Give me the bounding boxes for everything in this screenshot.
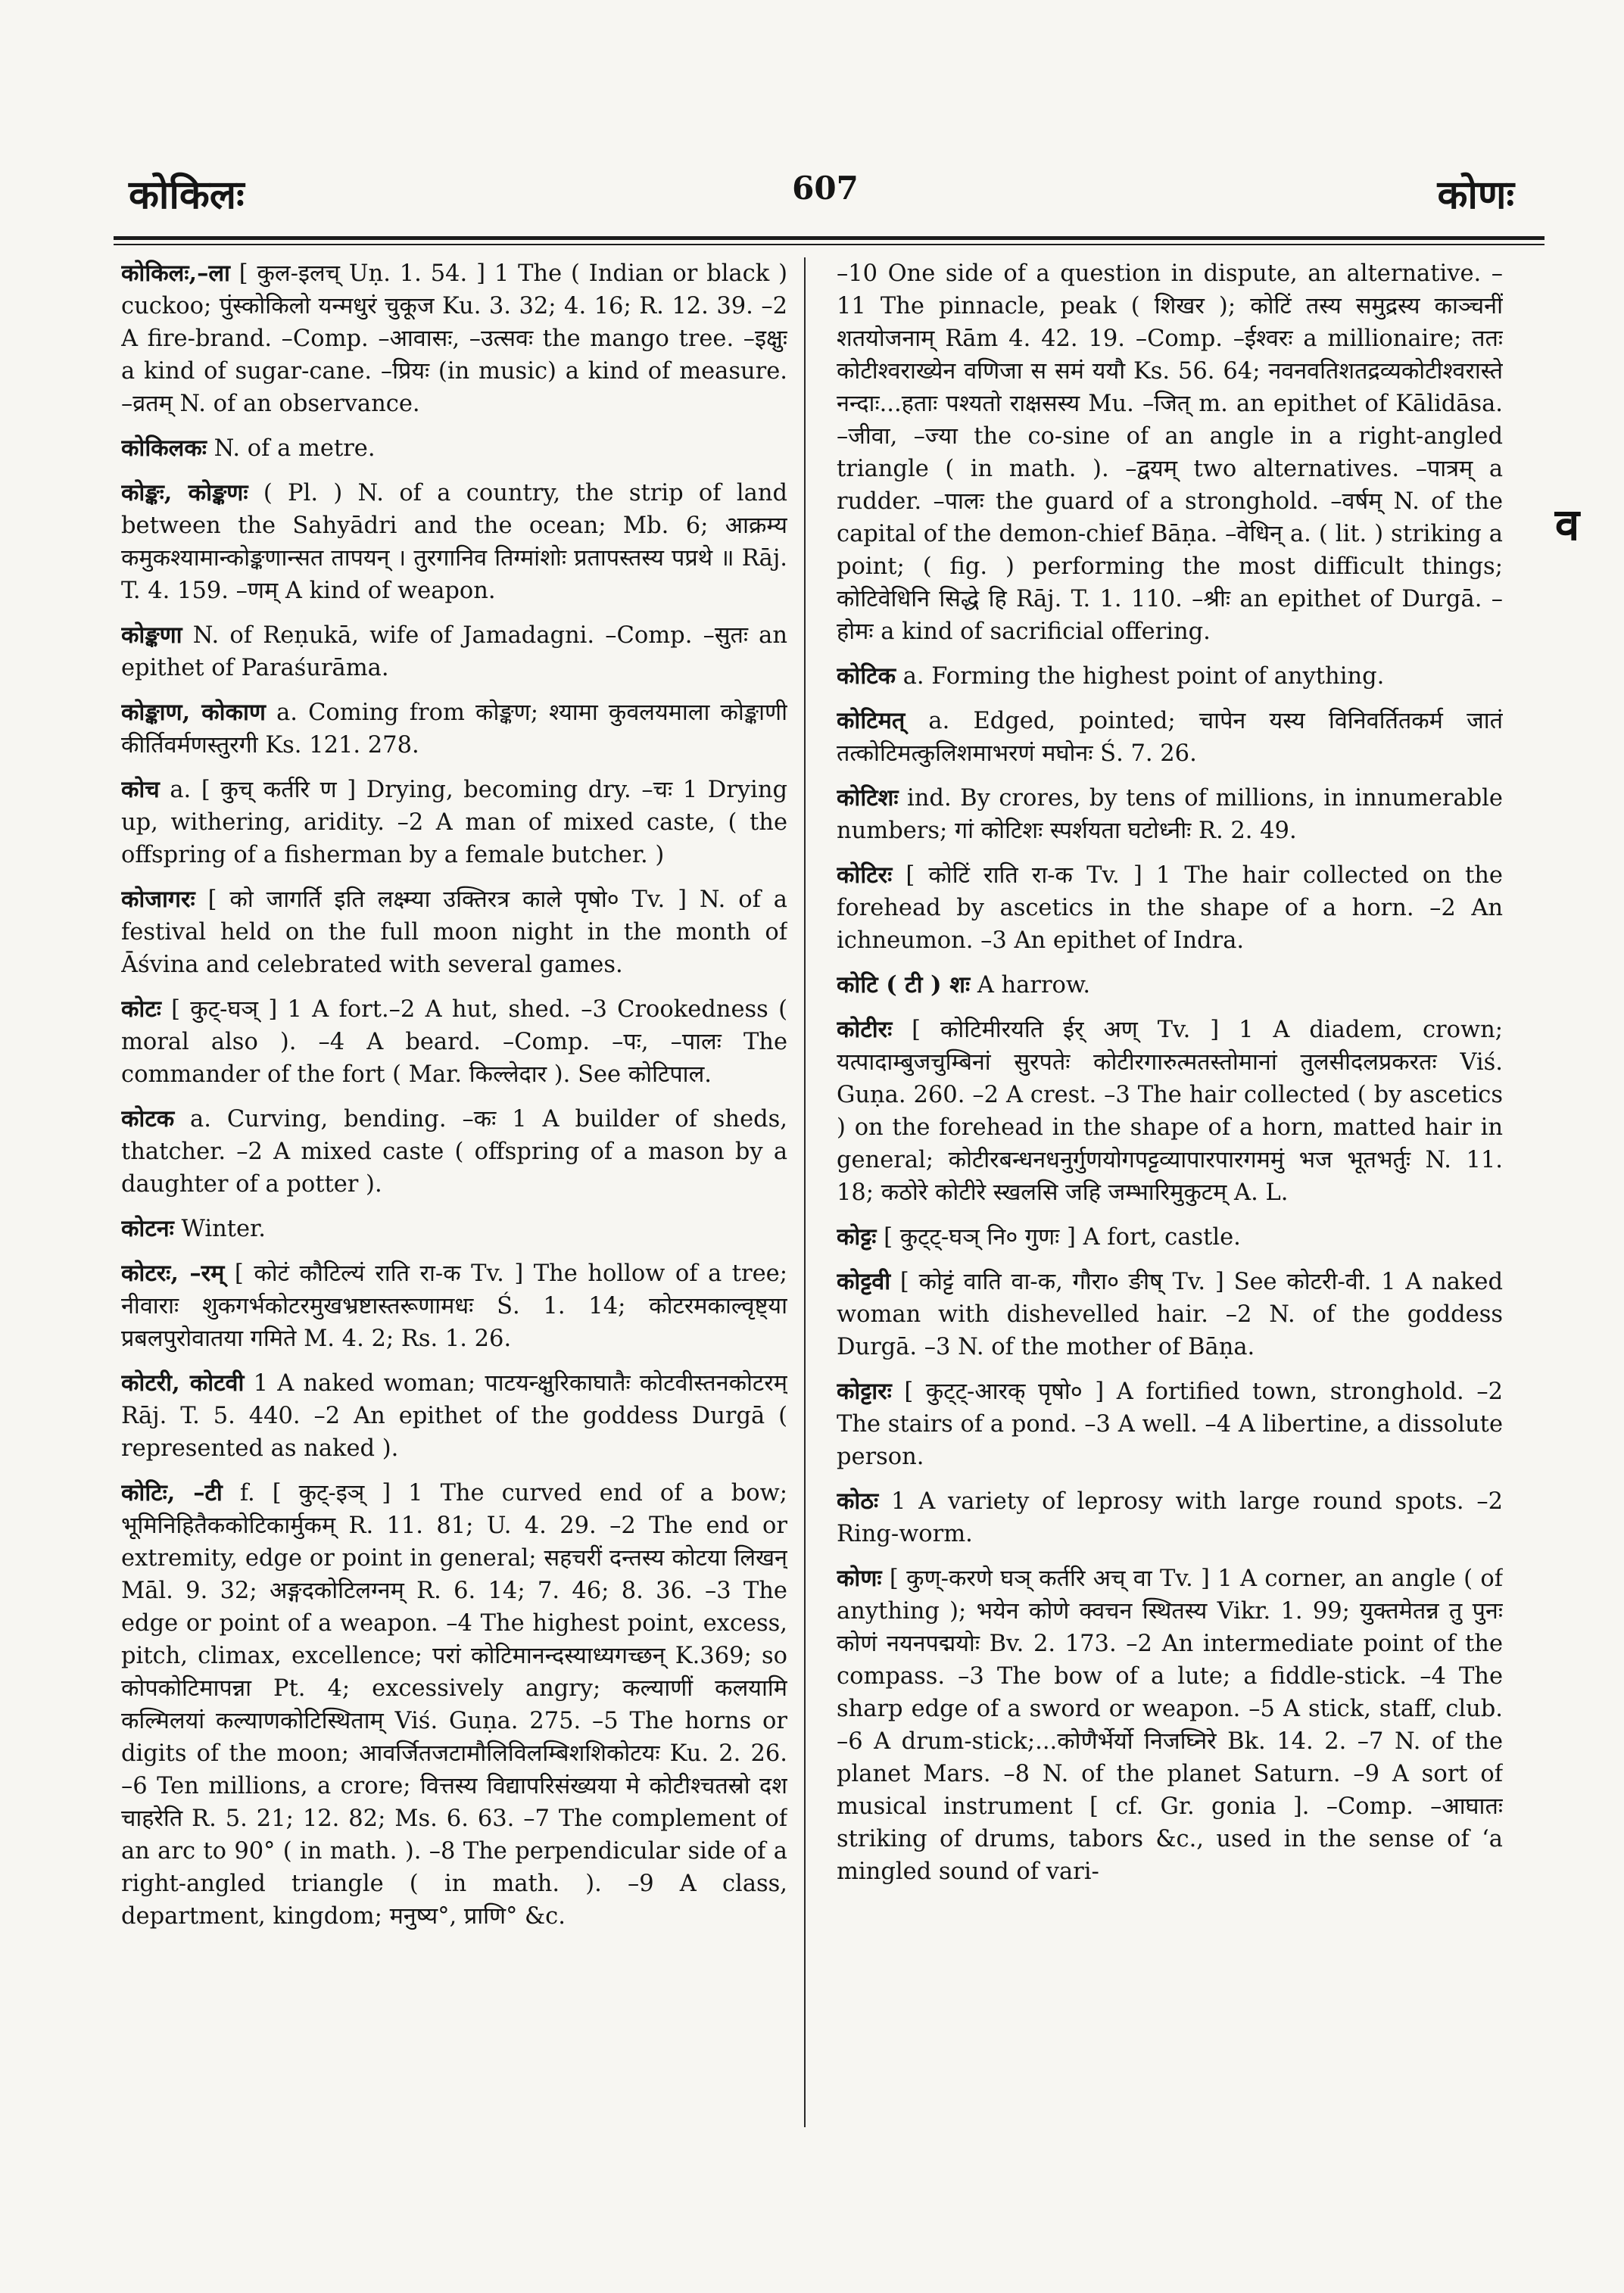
entry-headword: कोट्टारः [837, 1378, 892, 1405]
entry-definition: a. Edged, pointed; चापेन यस्य विनिवर्तितकर्म जातं तत्कोटिमत्कुलिशमाभरणं मघोनः Ś. 7. 26. [837, 708, 1503, 767]
dictionary-entry [837, 705, 1503, 770]
dictionary-entry [121, 1103, 787, 1201]
entry-definition: ( Pl. ) N. of a country, the strip of land between the Sahyādri and the ocean; Mb. 6; आक्रम्य कमुकश्यामान्कोङ्कणान्सत तापयन् । तुरगानिव तिग्मांशोः प्रतापस्तस्य पप्रथे ॥ Rāj. T. 4. 159. –णम् A kind of weapon. [121, 480, 787, 604]
dictionary-entry [121, 1213, 787, 1245]
page-number: 607 [792, 170, 859, 207]
entry-headword: कोणः [837, 1565, 882, 1592]
entry-definition: A harrow. [977, 972, 1091, 999]
entry-headword: कोटक [121, 1105, 175, 1132]
dictionary-entry [121, 432, 787, 465]
left-column [121, 257, 787, 2127]
dictionary-entry [121, 1367, 787, 1465]
dictionary-entry [837, 660, 1503, 693]
entry-headword: कोट्टवी [837, 1268, 891, 1295]
entry-headword: कोकिलः,–ला [121, 260, 230, 287]
entry-headword: कोठः [837, 1488, 879, 1515]
dictionary-entry [837, 1485, 1503, 1550]
dictionary-entry [837, 969, 1503, 1002]
dictionary-entry [121, 993, 787, 1091]
dictionary-entry [837, 1266, 1503, 1363]
entry-definition: a. Curving, bending. –कः 1 A builder of sheds, thatcher. –2 A mixed caste ( offspring of a mason by a daughter of a potter ). [121, 1106, 787, 1198]
dictionary-entry [121, 696, 787, 762]
dictionary-entry [121, 477, 787, 607]
dictionary-entry [837, 1221, 1503, 1254]
dictionary-entry [837, 1014, 1503, 1209]
entry-definition: [ को जागर्ति इति लक्ष्म्या उक्तिरत्र काले पृषो० Tv. ] N. of a festival held on the full moon night in the month of Āśvina and celebrated with several games. [121, 886, 787, 978]
dictionary-entry [837, 1562, 1503, 1888]
entry-headword: कोटिमत् [837, 707, 906, 734]
entry-definition: [ कोटिं राति रा-क Tv. ] 1 The hair collected on the forehead by ascetics in the shape of a horn. –2 An ichneumon. –3 An epithet of Indra. [837, 862, 1503, 954]
right-column [837, 257, 1503, 2127]
entry-headword: कोटिशः [837, 784, 899, 812]
left-running-headword: कोकिलः [129, 172, 245, 218]
dictionary-entry [121, 619, 787, 684]
dictionary-entry [837, 257, 1503, 648]
entry-headword: कोटरः, –रम् [121, 1260, 225, 1287]
entry-headword: कोट्टः [837, 1223, 877, 1251]
entry-definition: 1 A variety of leprosy with large round spots. –2 Ring-worm. [837, 1488, 1503, 1547]
header-rule-thin [114, 244, 1545, 245]
page-header [114, 151, 1537, 242]
entry-headword: कोकिलकः [121, 435, 207, 462]
entry-headword: कोटि ( टी ) शः [837, 971, 971, 999]
column-divider [804, 257, 806, 2127]
entry-headword: कोङ्काण, कोकाण [121, 699, 266, 726]
entry-definition: a. Coming from कोङ्कण; श्यामा कुवलयमाला कोङ्काणी कीर्तिवर्मणस्तुरगी Ks. 121. 278. [121, 699, 787, 759]
entry-definition: [ कुल-इलच् Uṇ. 1. 54. ] 1 The ( Indian or black ) cuckoo; पुंस्कोकिलो यन्मधुरं चुकूज Ku. 3. 32; 4. 16; R. 12. 39. –2 A fire-brand. –Comp. –आवासः, –उत्सवः the mango tree. –इक्षुः a kind of sugar-cane. –प्रियः (in music) a kind of measure. –व्रतम् N. of an observance. [121, 260, 787, 417]
entry-definition: [ कोटिमीरयति ईर् अण् Tv. ] 1 A diadem, crown; यत्पादाम्बुजचुम्बिनां सुरपतेः कोटीरगारुत्मतस्तोमानां तुलसीदलप्रकरतः Viś. Guṇa. 260. –2 A crest. –3 The hair collected ( by ascetics ) on the forehead in the shape of a horn, matted hair in general; कोटीरबन्धनधनुर्गुणयोगपट्टव्यापारपारगममुं भज भूतभर्तुः N. 11. 18; कठोरे कोटीरे स्खलसि जहि जम्भारिमुकुटम् A. L. [837, 1017, 1503, 1206]
entry-definition: Winter. [181, 1216, 266, 1242]
dictionary-entry [121, 1257, 787, 1355]
entry-definition: N. of a metre. [214, 435, 376, 462]
entry-headword: कोटनः [121, 1215, 174, 1242]
thumb-index-letter: व [1554, 498, 1580, 550]
entry-headword: कोटिरः [837, 861, 893, 889]
entry-definition: [ कोटं कौटिल्यं राति रा-क Tv. ] The hollow of a tree; नीवाराः शुकगर्भकोटरमुखभ्रष्टास्तरूणामधः Ś. 1. 14; कोटरमकाल्वृष्ट्या प्रबलपुरोवातया गमिते M. 4. 2; Rs. 1. 26. [121, 1260, 787, 1352]
dictionary-entry [837, 1375, 1503, 1473]
entry-definition: ind. By crores, by tens of millions, in innumerable numbers; गां कोटिशः स्पर्शयता घटोध्नीः R. 2. 49. [837, 785, 1503, 844]
entry-definition: [ कुट्-घञ् ] 1 A fort.–2 A hut, shed. –3 Crookedness ( moral also ). –4 A beard. –Comp. –पः, –पालः The commander of the fort ( Mar. किल्लेदार ). See कोटिपाल. [121, 996, 787, 1088]
dictionary-entry [121, 774, 787, 871]
entry-headword: कोच [121, 776, 160, 803]
entry-headword: कोङ्कणा [121, 622, 182, 649]
entry-definition: [ कुट्ट्-आरक् पृषो० ] A fortified town, stronghold. –2 The stairs of a pond. –3 A well. –4 A libertine, a dissolute person. [837, 1379, 1503, 1470]
entry-headword: कोटरी, कोटवी [121, 1369, 245, 1397]
entry-definition: a. Forming the highest point of anything. [902, 663, 1385, 690]
dictionary-entry [121, 883, 787, 981]
entry-definition: –10 One side of a question in dispute, an alternative. –11 The pinnacle, peak ( शिखर ); कोटिं तस्य समुद्रस्य काञ्चनीं शतयोजनाम् Rām 4. 42. 19. –Comp. –ईश्वरः a millionaire; ततः कोटीश्वराख्येन वणिजा स समं ययौ Ks. 56. 64; नवनवतिशतद्रव्यकोटीश्वरास्ते नन्दाः...हताः पश्यतो राक्षसस्य Mu. –जित् m. an epithet of Kālidāsa. –जीवा, –ज्या the co-sine of an angle in a right-angled triangle ( in math. ). –द्वयम् two alternatives. –पात्रम् a rudder. –पालः the guard of a stronghold. –वर्षम् N. of the capital of the demon-chief Bāṇa. –वेधिन् a. ( lit. ) striking a point; ( fig. ) performing the most difficult things; कोटिवेधिनि सिद्धे हि Rāj. T. 1. 110. –श्रीः an epithet of Durgā. –होमः a kind of sacrificial offering. [837, 260, 1503, 645]
entry-definition: [ कुण्-करणे घञ् कर्तरि अच् वा Tv. ] 1 A corner, an angle ( of anything ); भयेन कोणे क्वचन स्थितस्य Vikr. 1. 99; युक्तमेतन्न तु पुनः कोणं नयनपद्मयोः Bv. 2. 173. –2 An intermediate point of the compass. –3 The bow of a lute; a fiddle-stick. –4 The sharp edge of a sword or weapon. –5 A stick, staff, club. –6 A drum-stick;...कोणैर्भेर्यो निजघ्निरे Bk. 14. 2. –7 N. of the planet Mars. –8 N. of the planet Saturn. –9 A sort of musical instrument [ cf. Gr. gonia ]. –Comp. –आघातः striking of drums, tabors &c., used in the sense of ‘a mingled sound of vari- [837, 1566, 1503, 1885]
right-running-headword: कोणः [1437, 172, 1514, 218]
header-rule-thick [114, 236, 1545, 240]
dictionary-entry [121, 257, 787, 420]
entry-definition: [ कोट्टं वाति वा-क, गौरा० ङीष् Tv. ] See कोटरी-वी. 1 A naked woman with dishevelled hair. –2 N. of the goddess Durgā. –3 N. of the mother of Bāṇa. [837, 1269, 1503, 1360]
dictionary-entry [837, 782, 1503, 847]
entry-definition: [ कुट्ट्-घञ् नि० गुणः ] A fort, castle. [884, 1224, 1241, 1251]
entry-headword: कोटिः, –टी [121, 1479, 223, 1506]
entry-headword: कोटीरः [837, 1016, 893, 1043]
entry-definition: a. [ कुच् कर्तरि ण ] Drying, becoming dry. –चः 1 Drying up, withering, aridity. –2 A man of mixed caste, ( the offspring of a fisherman by a female butcher. ) [121, 777, 787, 868]
dictionary-entry [121, 1477, 787, 1933]
entry-headword: कोङ्कः, कोङ्कणः [121, 479, 248, 506]
dictionary-entry [837, 859, 1503, 957]
entry-definition: N. of Reṇukā, wife of Jamadagni. –Comp. –सुतः an epithet of Paraśurāma. [121, 622, 787, 681]
entry-headword: कोटिक [837, 662, 896, 690]
entry-definition: 1 A naked woman; पाटयन्क्षुरिकाघातैः कोटवीस्तनकोटरम् Rāj. T. 5. 440. –2 An epithet of the goddess Durgā ( represented as naked ). [121, 1370, 787, 1462]
thumb-index-tab [1545, 484, 1590, 560]
entry-definition: f. [ कुट्-इञ् ] 1 The curved end of a bow; भूमिनिहितैककोटिकार्मुकम् R. 11. 81; U. 4. 29. –2 The end or extremity, edge or point in general; सहचरीं दन्तस्य कोटया लिखन् Māl. 9. 32; अङ्गदकोटिलग्नम् R. 6. 14; 7. 46; 8. 36. –3 The edge or point of a weapon. –4 The highest point, excess, pitch, climax, excellence; परां कोटिमानन्दस्याध्यगच्छन् K.369; so कोपकोटिमापन्ना Pt. 4; excessively angry; कल्याणीं कलयामि कल्मिलयां कल्याणकोटिस्थिताम् Viś. Guṇa. 275. –5 The horns or digits of the moon; आवर्जितजटामौलिविलम्बिशशिकोटयः Ku. 2. 26. –6 Ten millions, a crore; वित्तस्य विद्यापरिसंख्यया मे कोटीश्चतस्रो दश चाहरेति R. 5. 21; 12. 82; Ms. 6. 63. –7 The complement of an arc to 90° ( in math. ). –8 The perpendicular side of a right-angled triangle ( in math. ). –9 A class, department, kingdom; मनुष्य°, प्राणि° &c. [121, 1480, 787, 1930]
entry-headword: कोजागरः [121, 886, 195, 913]
entry-headword: कोटः [121, 995, 161, 1023]
